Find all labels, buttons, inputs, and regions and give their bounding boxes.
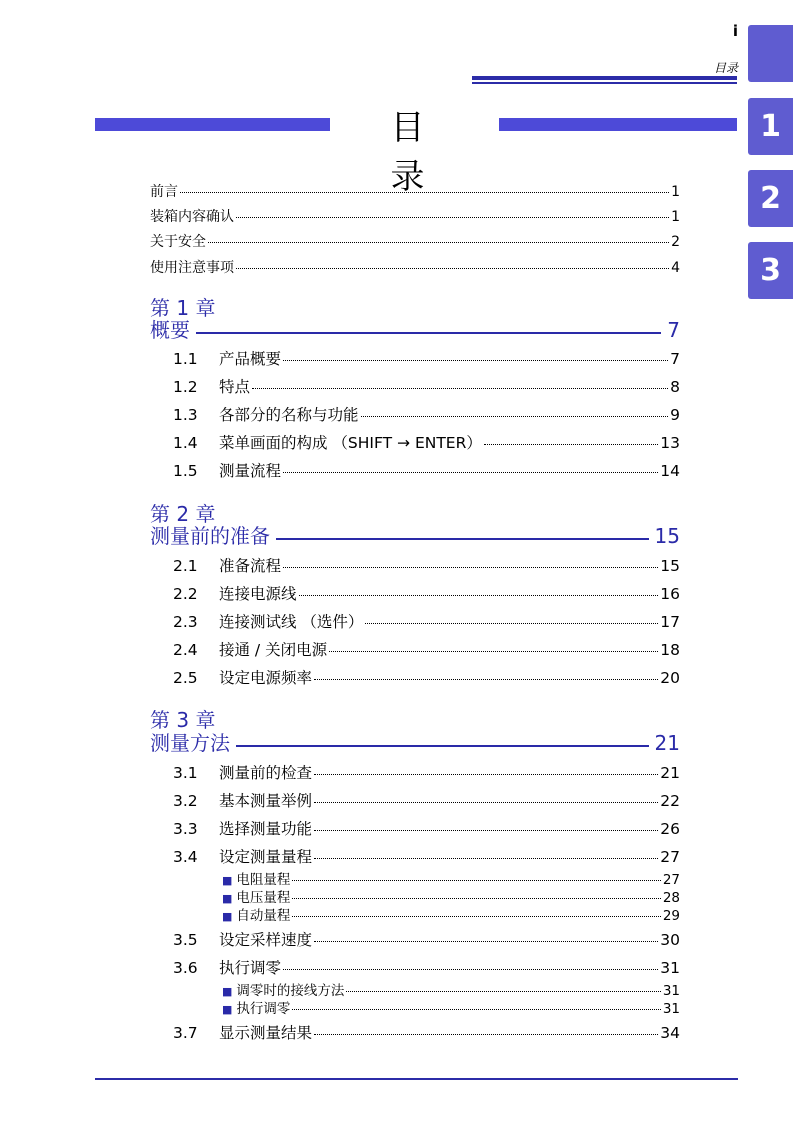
tab-chapter-3[interactable]: 3 xyxy=(748,242,793,299)
header-rule-thick xyxy=(472,76,737,80)
subentry-page: 31 xyxy=(662,983,680,999)
header-rule-thin xyxy=(472,82,737,84)
chapter-title: 测量前的准备 xyxy=(150,524,270,548)
entry-number: 2.2 xyxy=(173,585,198,603)
entry-page: 26 xyxy=(660,820,680,838)
toc-subentry[interactable] xyxy=(222,979,680,999)
toc-page: 4 xyxy=(671,260,680,276)
dot-leader xyxy=(365,623,658,624)
subentry-label: 电阻量程 xyxy=(236,872,291,888)
square-bullet-icon: ■ xyxy=(222,1003,233,1016)
toc-entry[interactable] xyxy=(173,610,680,632)
dot-leader xyxy=(299,595,659,596)
entry-number: 2.5 xyxy=(173,669,198,687)
entry-page: 16 xyxy=(660,585,680,603)
toc-front-item[interactable] xyxy=(150,257,680,279)
entry-label: 测量前的检查 xyxy=(219,764,313,782)
toc-page: 1 xyxy=(671,184,680,200)
dot-leader xyxy=(314,830,658,831)
entry-page: 8 xyxy=(670,378,680,396)
entry-label: 产品概要 xyxy=(219,350,282,368)
subentry-page: 27 xyxy=(662,872,680,888)
entry-number: 2.1 xyxy=(173,557,198,575)
entry-label: 基本测量举例 xyxy=(219,792,313,810)
entry-label: 接通 / 关闭电源 xyxy=(219,641,328,659)
toc-entry[interactable] xyxy=(173,928,680,950)
tab-chapter-1[interactable]: 1 xyxy=(748,98,793,155)
entry-number: 3.2 xyxy=(173,792,198,810)
chapter-page: 7 xyxy=(667,318,680,342)
toc-entry[interactable] xyxy=(173,431,680,453)
entry-label: 连接电源线 xyxy=(219,585,297,603)
entry-page: 15 xyxy=(660,557,680,575)
entry-label: 菜单画面的构成 （SHIFT → ENTER） xyxy=(219,434,482,452)
toc-entry[interactable] xyxy=(173,666,680,688)
entry-number: 3.5 xyxy=(173,931,198,949)
toc-label: 使用注意事项 xyxy=(150,260,234,276)
subentry-label: 执行调零 xyxy=(236,1001,291,1017)
entry-page: 20 xyxy=(660,669,680,687)
entry-number: 3.4 xyxy=(173,848,198,866)
dot-leader xyxy=(329,651,658,652)
toc-label: 装箱内容确认 xyxy=(150,209,234,225)
dot-leader xyxy=(314,679,658,680)
entry-label: 设定电源频率 xyxy=(219,669,313,687)
entry-page: 30 xyxy=(660,931,680,949)
page-number: i xyxy=(732,22,738,40)
chapter-heading[interactable] xyxy=(150,314,680,343)
entry-page: 13 xyxy=(660,434,680,452)
dot-leader xyxy=(314,858,658,859)
entry-page: 31 xyxy=(660,959,680,977)
dot-leader xyxy=(484,444,658,445)
toc-subentry[interactable] xyxy=(222,886,680,906)
entry-label: 显示测量结果 xyxy=(219,1024,313,1042)
subentry-page: 31 xyxy=(662,1001,680,1017)
entry-number: 3.7 xyxy=(173,1024,198,1042)
entry-page: 18 xyxy=(660,641,680,659)
dot-leader xyxy=(314,802,658,803)
toc-entry[interactable] xyxy=(173,347,680,369)
toc-entry[interactable] xyxy=(173,845,680,867)
toc-label: 关于安全 xyxy=(150,234,206,250)
entry-label: 准备流程 xyxy=(219,557,282,575)
entry-page: 14 xyxy=(660,462,680,480)
square-bullet-icon: ■ xyxy=(222,985,233,998)
footer-rule xyxy=(95,1078,738,1080)
title-bar-right xyxy=(499,118,737,131)
toc-front-item[interactable] xyxy=(150,206,680,228)
subentry-label: 调零时的接线方法 xyxy=(236,983,345,999)
entry-page: 7 xyxy=(670,350,680,368)
dot-leader xyxy=(346,991,660,992)
entry-label: 设定测量量程 xyxy=(219,848,313,866)
entry-number: 1.5 xyxy=(173,462,198,480)
dot-leader xyxy=(292,916,660,917)
toc-entry[interactable] xyxy=(173,403,680,425)
chapter-title: 测量方法 xyxy=(150,731,230,755)
entry-label: 设定采样速度 xyxy=(219,931,313,949)
chapter-heading[interactable] xyxy=(150,727,680,756)
dot-leader xyxy=(314,774,658,775)
section-tag: 目录 xyxy=(713,61,738,75)
toc-page: 2 xyxy=(671,234,680,250)
dot-leader xyxy=(283,360,668,361)
entry-page: 27 xyxy=(660,848,680,866)
entry-label: 执行调零 xyxy=(219,959,282,977)
entry-page: 21 xyxy=(660,764,680,782)
subentry-page: 28 xyxy=(662,890,680,906)
square-bullet-icon: ■ xyxy=(222,892,233,905)
dot-leader xyxy=(314,1034,658,1035)
entry-number: 1.2 xyxy=(173,378,198,396)
toc-subentry[interactable] xyxy=(222,904,680,924)
chapter-number: 第 1 章 xyxy=(150,296,216,320)
entry-number: 2.3 xyxy=(173,613,198,631)
entry-number: 3.3 xyxy=(173,820,198,838)
chapter-number: 第 3 章 xyxy=(150,708,216,732)
dot-leader xyxy=(314,941,658,942)
chapter-heading[interactable] xyxy=(150,520,680,549)
entry-label: 测量流程 xyxy=(219,462,282,480)
toc-entry[interactable] xyxy=(173,375,680,397)
entry-label: 各部分的名称与功能 xyxy=(219,406,359,424)
entry-page: 34 xyxy=(660,1024,680,1042)
entry-label: 选择测量功能 xyxy=(219,820,313,838)
dot-leader xyxy=(292,1009,660,1010)
dot-leader xyxy=(236,268,669,269)
chapter-number: 第 2 章 xyxy=(150,502,216,526)
dot-leader xyxy=(236,217,669,218)
chapter-underline xyxy=(236,745,649,747)
toc-entry[interactable] xyxy=(173,638,680,660)
page-title: 目 录 xyxy=(390,108,453,197)
toc-entry[interactable] xyxy=(173,1021,680,1043)
square-bullet-icon: ■ xyxy=(222,910,233,923)
toc-entry[interactable] xyxy=(173,817,680,839)
chapter-page: 21 xyxy=(654,731,680,755)
title-bar-left xyxy=(95,118,330,131)
toc-label: 前言 xyxy=(150,184,178,200)
entry-number: 1.1 xyxy=(173,350,198,368)
entry-label: 连接测试线 （选件） xyxy=(219,613,364,631)
chapter-page: 15 xyxy=(654,524,680,548)
chapter-title: 概要 xyxy=(150,318,190,342)
entry-number: 2.4 xyxy=(173,641,198,659)
chapter-underline xyxy=(276,538,649,540)
entry-label: 特点 xyxy=(219,378,251,396)
entry-page: 17 xyxy=(660,613,680,631)
dot-leader xyxy=(283,969,658,970)
toc-entry[interactable] xyxy=(173,554,680,576)
toc-page: 1 xyxy=(671,209,680,225)
dot-leader xyxy=(283,567,658,568)
toc-subentry[interactable] xyxy=(222,868,680,888)
dot-leader xyxy=(252,388,668,389)
entry-number: 1.3 xyxy=(173,406,198,424)
toc-subentry[interactable] xyxy=(222,997,680,1017)
subentry-label: 自动量程 xyxy=(236,908,291,924)
dot-leader xyxy=(361,416,669,417)
toc-entry[interactable] xyxy=(173,761,680,783)
square-bullet-icon: ■ xyxy=(222,874,233,887)
entry-page: 9 xyxy=(670,406,680,424)
entry-number: 3.6 xyxy=(173,959,198,977)
toc-entry[interactable] xyxy=(173,582,680,604)
chapter-underline xyxy=(196,332,661,334)
dot-leader xyxy=(292,880,660,881)
tab-chapter-2[interactable]: 2 xyxy=(748,170,793,227)
dot-leader xyxy=(208,242,669,243)
toc-front-item[interactable] xyxy=(150,231,680,253)
subentry-label: 电压量程 xyxy=(236,890,291,906)
entry-number: 3.1 xyxy=(173,764,198,782)
dot-leader xyxy=(292,898,660,899)
dot-leader xyxy=(180,192,669,193)
toc-entry[interactable] xyxy=(173,459,680,481)
entry-page: 22 xyxy=(660,792,680,810)
toc-entry[interactable] xyxy=(173,956,680,978)
entry-number: 1.4 xyxy=(173,434,198,452)
toc-entry[interactable] xyxy=(173,789,680,811)
dot-leader xyxy=(283,472,658,473)
subentry-page: 29 xyxy=(662,908,680,924)
tab-toc[interactable] xyxy=(748,25,793,82)
toc-front-item[interactable] xyxy=(150,181,680,203)
